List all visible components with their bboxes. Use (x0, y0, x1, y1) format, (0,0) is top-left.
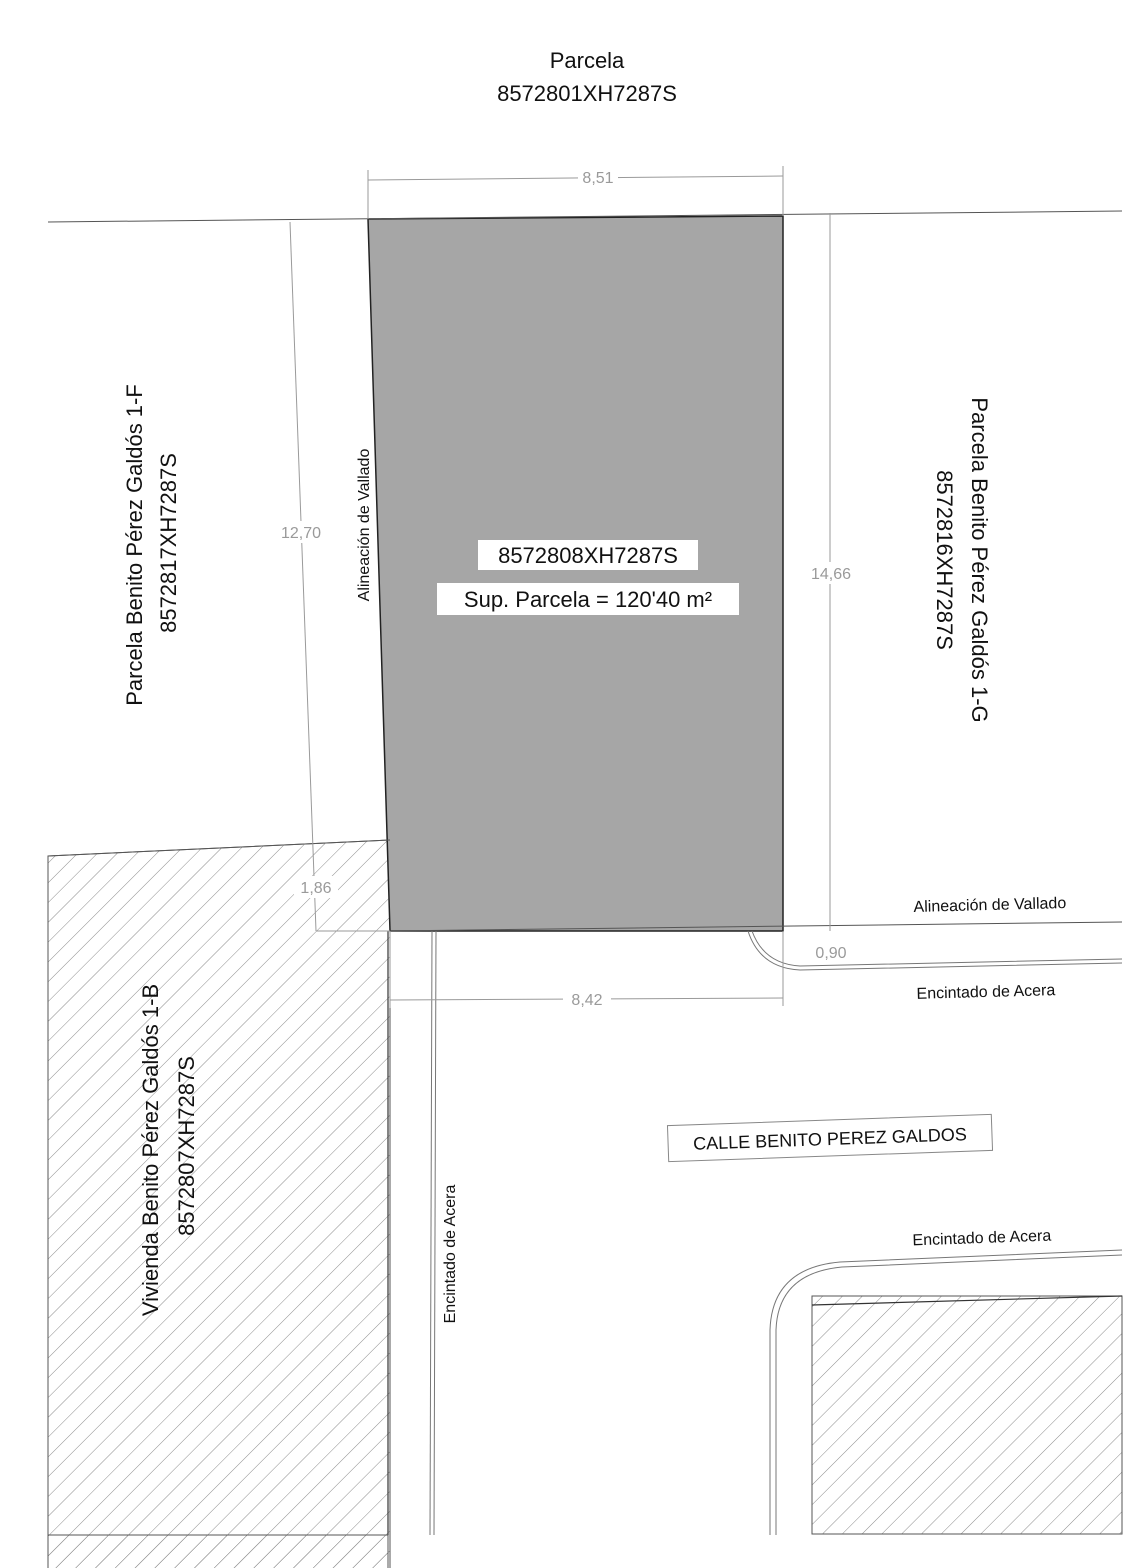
dim-bottom-width: 8,42 (571, 992, 603, 1009)
north-parcel-title: Parcela (549, 48, 625, 73)
east-g-parcel-title: Parcela Benito Pérez Galdós 1-G (967, 397, 992, 723)
dim-right-offset: 0,90 (815, 945, 847, 962)
dim-left-depth: 12,70 (280, 525, 322, 542)
alineacion-vallado-horizontal: Alineación de Vallado (913, 895, 1067, 916)
curb-vertical-a (430, 931, 432, 1535)
subject-parcel-area: Sup. Parcela = 120'40 m² (463, 587, 713, 612)
dim-top-width: 8,51 (582, 170, 614, 187)
dim-right-depth: 14,66 (810, 566, 852, 583)
curb-corner-top (748, 931, 1122, 970)
street-name: CALLE BENITO PEREZ GALDOS (692, 1124, 968, 1154)
subject-parcel (368, 216, 783, 931)
subject-parcel-ref: 8572808XH7287S (498, 543, 678, 568)
west-f-parcel-title: Parcela Benito Pérez Galdós 1-F (122, 384, 147, 706)
north-parcel-ref: 8572801XH7287S (497, 81, 677, 106)
curb-vertical-b (434, 931, 436, 1535)
encintado-acera-vertical: Encintado de Acera (442, 1184, 459, 1324)
hatched-building-west (48, 840, 390, 1568)
hatched-building-southeast (812, 1296, 1122, 1534)
dim-left-offset: 1,86 (300, 880, 332, 897)
west-b-parcel-ref: 8572807XH7287S (174, 1056, 199, 1236)
dimension-line-top (368, 176, 783, 180)
hatched-building-west-lower (48, 1535, 388, 1568)
west-b-parcel-title: Vivienda Benito Pérez Galdós 1-B (138, 983, 163, 1317)
alineacion-vallado-vertical: Alineación de Vallado (356, 448, 373, 602)
east-g-parcel-ref: 8572816XH7287S (932, 470, 957, 650)
west-f-parcel-ref: 8572817XH7287S (156, 453, 181, 633)
encintado-acera-lower: Encintado de Acera (912, 1227, 1052, 1250)
dimension-line-left (290, 222, 316, 931)
encintado-acera-right: Encintado de Acera (916, 982, 1056, 1003)
